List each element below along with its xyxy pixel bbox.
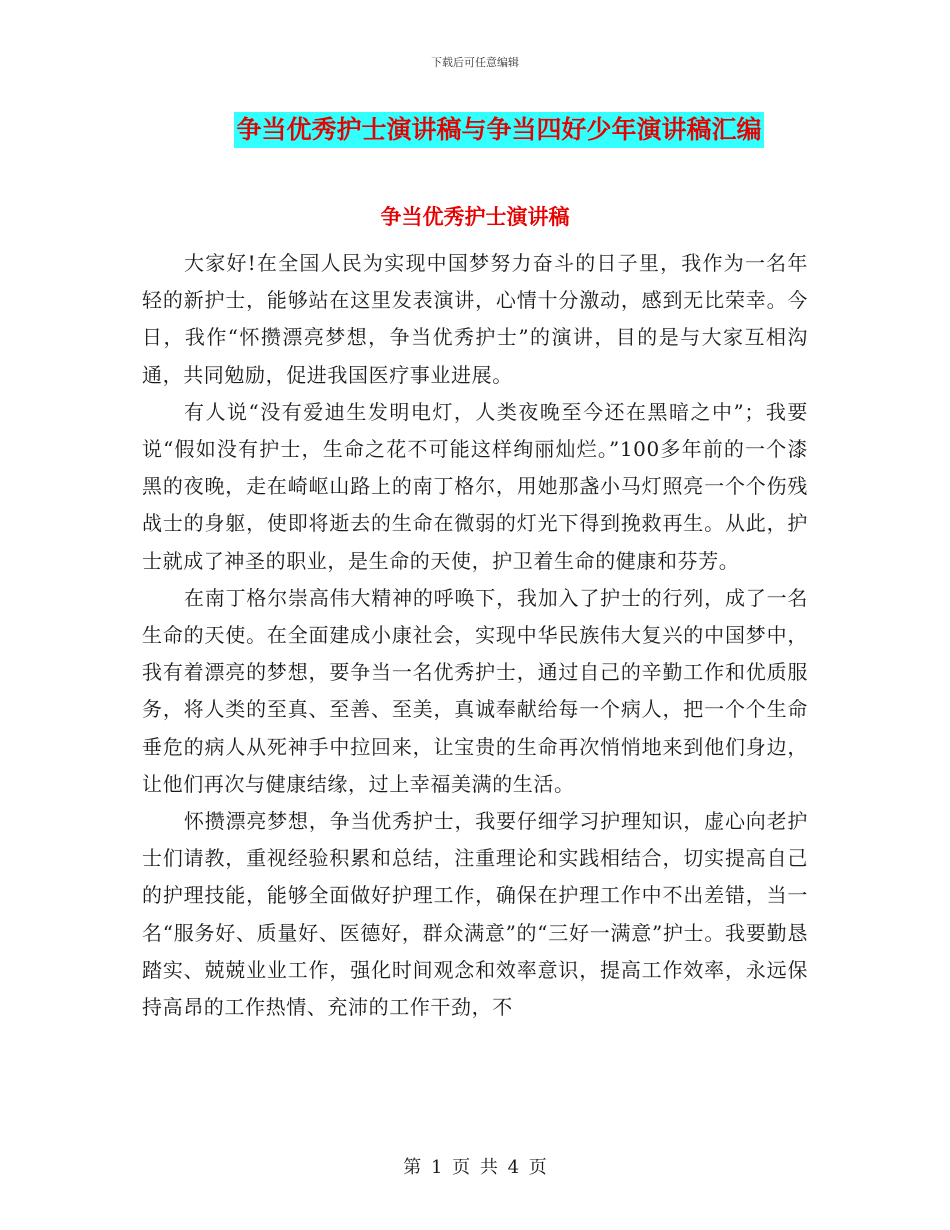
header-note: 下载后可任意编辑 [431, 56, 519, 69]
page-number-footer: 第 1 页 共 4 页 [403, 1157, 547, 1178]
main-title-container [0, 112, 950, 148]
paragraph-1: 大家好!在全国人民为实现中国梦努力奋斗的日子里，我作为一名年轻的新护士，能够站在这里发表演讲，心情十分激动，感到无比荣幸。今日，我作“怀攒漂亮梦想，争当优秀护士”的演讲，目的是与大家互相沟通，共同勉励，促进我国医疗事业进展。 [142, 251, 808, 387]
section-title: 争当优秀护士演讲稿 [380, 205, 570, 229]
paragraph-4: 怀攒漂亮梦想，争当优秀护士，我要仔细学习护理知识，虚心向老护士们请教，重视经验积累和总结，注重理论和实践相结合，切实提高自己的护理技能，能够全面做好护理工作，确保在护理工作中不出差错，当一名“服务好、质量好、医德好，群众满意”的“三好一满意”护士。我要勤恳踏实、兢兢业业工作，强化时间观念和效率意识，提高工作效率，永远保持高昂的工作热情、充沛的工作干劲，不 [142, 809, 808, 1020]
speech-body [142, 245, 808, 1026]
paragraph-3: 在南丁格尔崇高伟大精神的呼唤下，我加入了护士的行列，成了一名生命的天使。在全面建成小康社会，实现中华民族伟大复兴的中国梦中，我有着漂亮的梦想，要争当一名优秀护士，通过自己的辛勤工作和优质服务，将人类的至真、至善、至美，真诚奉献给每一个病人，把一个个生命垂危的病人从死神手中拉回来，让宝贵的生命再次悄悄地来到他们身边，让他们再次与健康结缘，过上幸福美满的生活。 [142, 585, 808, 796]
document-title: 争当优秀护士演讲稿与争当四好少年演讲稿汇编 [234, 112, 763, 148]
paragraph-2: 有人说“没有爱迪生发明电灯，人类夜晚至今还在黑暗之中”；我要说“假如没有护士，生命之花不可能这样绚丽灿烂。”100多年前的一个漆黑的夜晚，走在崎岖山路上的南丁格尔，用她那盏小马灯照亮一个个伤残战士的身躯，使即将逝去的生命在微弱的灯光下得到挽救再生。从此，护士就成了神圣的职业，是生命的天使，护卫着生命的健康和芬芳。 [142, 399, 808, 573]
